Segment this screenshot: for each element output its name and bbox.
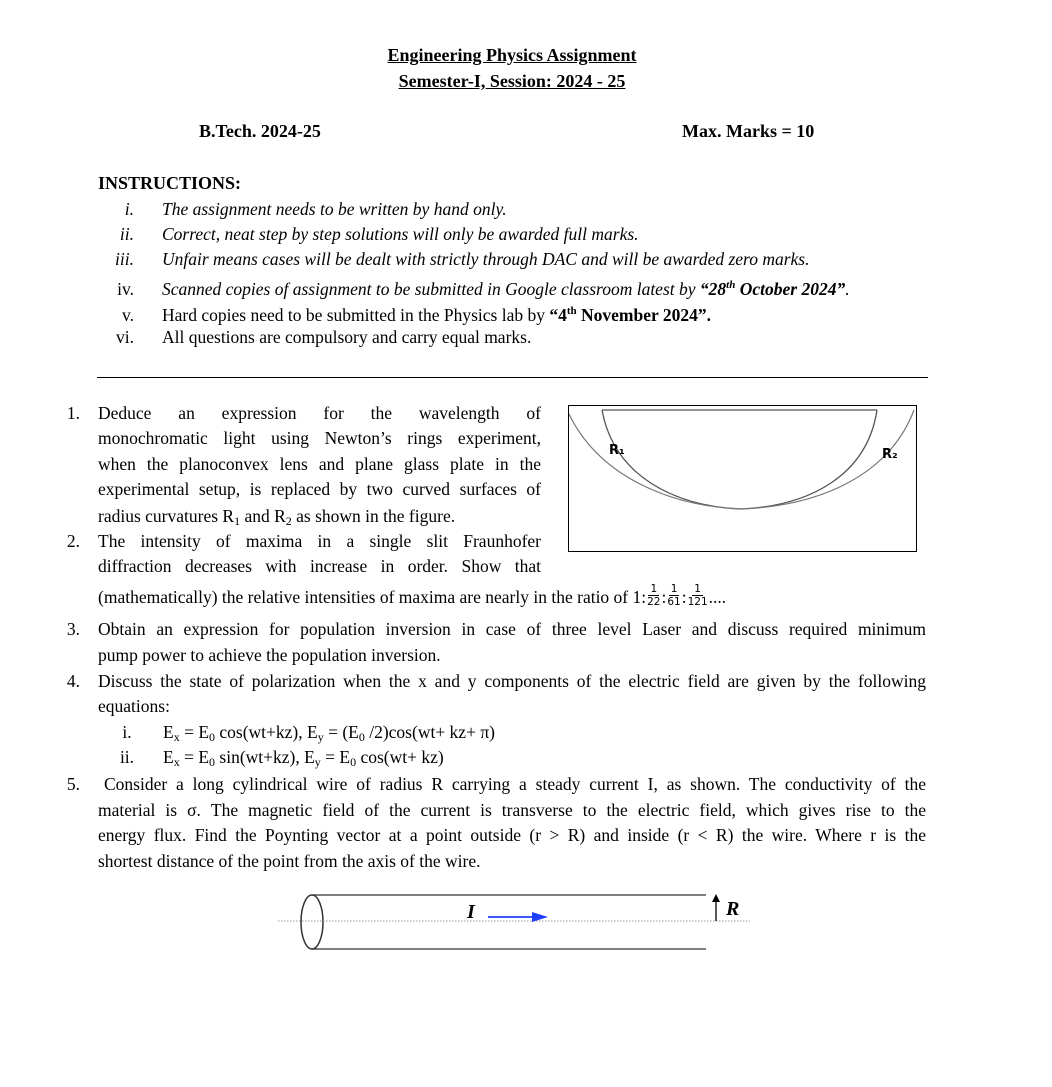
wire-cross-section [301, 895, 323, 949]
instruction-item: iv. Scanned copies of assignment to be submitted in Google classroom latest by “28th October 2024”. [98, 273, 948, 297]
question-number: 1. [66, 403, 80, 423]
question-number: 5. [66, 774, 80, 794]
q3-line: pump power to achieve the population inversion. [98, 645, 441, 665]
q1-line: monochromatic light using Newton’s rings experiment, [98, 428, 541, 448]
instruction-number: iii. [115, 249, 134, 269]
instruction-number: ii. [119, 224, 134, 244]
instruction-number: vi. [116, 327, 134, 347]
q5-line: material is σ. The magnetic field of the current is transverse to the electric field, which gives rise to the [98, 800, 926, 820]
instruction-text: Correct, neat step by step solutions will only be awarded full marks. [162, 224, 639, 244]
instruction-item [98, 222, 948, 246]
cylindrical-wire-figure [270, 888, 770, 958]
q1-line: experimental setup, is replaced by two curved surfaces of [98, 479, 541, 499]
q1-line-last: radius curvatures $R_1$ and $R_2$ as shown in the figure. [98, 506, 456, 528]
question-number: 2. [66, 531, 80, 551]
q2-line: diffraction decreases with increase in order. Show that [98, 556, 541, 576]
instruction-text: All questions are compulsory and carry equal marks. [162, 327, 532, 347]
instruction-item [98, 247, 948, 271]
session-title: Semester-I, Session: 2024 - 25 [398, 71, 626, 91]
instruction-text: Unfair means cases will be dealt with strictly through DAC and will be awarded zero marks. [162, 249, 810, 269]
q5-line: energy flux. Find the Poynting vector at a point outside (r > R) and inside (r < R) the wire. Where r is the [98, 825, 926, 845]
hardcopy-date: “4th November 2024”. [549, 305, 711, 325]
equation-1: $E_x = E_0$ cos(wt+kz), $E_y = (E_0$ /2)cos(wt+ kz+ π) [163, 722, 495, 744]
newtons-rings-figure [568, 405, 917, 552]
instruction-number: v. [122, 305, 134, 325]
deadline-date: “28th October 2024” [699, 279, 846, 299]
q3-line: Obtain an expression for population inversion in case of three level Laser and discuss required minimum [98, 619, 926, 639]
ratio-fraction: $\frac{1}{61}$ [667, 583, 681, 609]
curved-surfaces-drawing [569, 406, 916, 551]
assignment-title: Engineering Physics Assignment [387, 45, 637, 65]
q2-line-last: (mathematically) the relative intensities of maxima are nearly in the ratio of 1: $\frac{1}{22}$ : $\frac{1}{61}$ : $\frac{1}{121}$ .... [98, 583, 727, 609]
q5-line: shortest distance of the point from the axis of the wire. [98, 851, 481, 871]
equation-number: i. [122, 722, 132, 742]
instruction-item [98, 299, 948, 323]
equation-2: $E_x = E_0$ sin(wt+kz), $E_y = E_0$ cos(wt+ kz) [163, 747, 444, 769]
q2-line: The intensity of maxima in a single slit Fraunhofer [98, 531, 541, 551]
course-label: B.Tech. 2024-25 [199, 121, 321, 141]
ratio-fraction: $\frac{1}{22}$ [647, 583, 661, 609]
instruction-text: Scanned copies of assignment to be submitted in Google classroom latest by [162, 279, 700, 299]
q4-line: equations: [98, 696, 170, 716]
question-number: 4. [66, 671, 80, 691]
radius-arrow-head [712, 894, 720, 902]
r1-label: R₁ [609, 443, 625, 458]
q1-line: when the planoconvex lens and plane glass plate in the [98, 454, 541, 474]
current-label: I [467, 901, 475, 923]
divider [97, 377, 928, 378]
instruction-number: i. [124, 199, 134, 219]
instruction-text: The assignment needs to be written by hand only. [162, 199, 507, 219]
equation-number: ii. [119, 747, 135, 767]
r2-label: R₂ [882, 447, 898, 462]
instruction-item [98, 325, 948, 349]
question-number: 3. [66, 619, 80, 639]
q1-line: Deduce an expression for the wavelength of [98, 403, 541, 423]
surface-r2-curve [569, 410, 914, 509]
radius-label: R [726, 898, 740, 920]
instruction-text: Hard copies need to be submitted in the Physics lab by [162, 305, 550, 325]
instruction-number: iv. [117, 279, 134, 299]
q4-line: Discuss the state of polarization when the x and y components of the electric field are given by the following [98, 671, 926, 691]
q5-line: Consider a long cylindrical wire of radius R carrying a steady current I, as shown. The conductivity of the [104, 774, 926, 794]
ratio-fraction: $\frac{1}{121}$ [687, 583, 708, 609]
max-marks: Max. Marks = 10 [682, 121, 815, 141]
surface-r1-curve [602, 410, 877, 509]
instructions-heading: INSTRUCTIONS: [98, 173, 242, 193]
instruction-item [98, 197, 948, 221]
